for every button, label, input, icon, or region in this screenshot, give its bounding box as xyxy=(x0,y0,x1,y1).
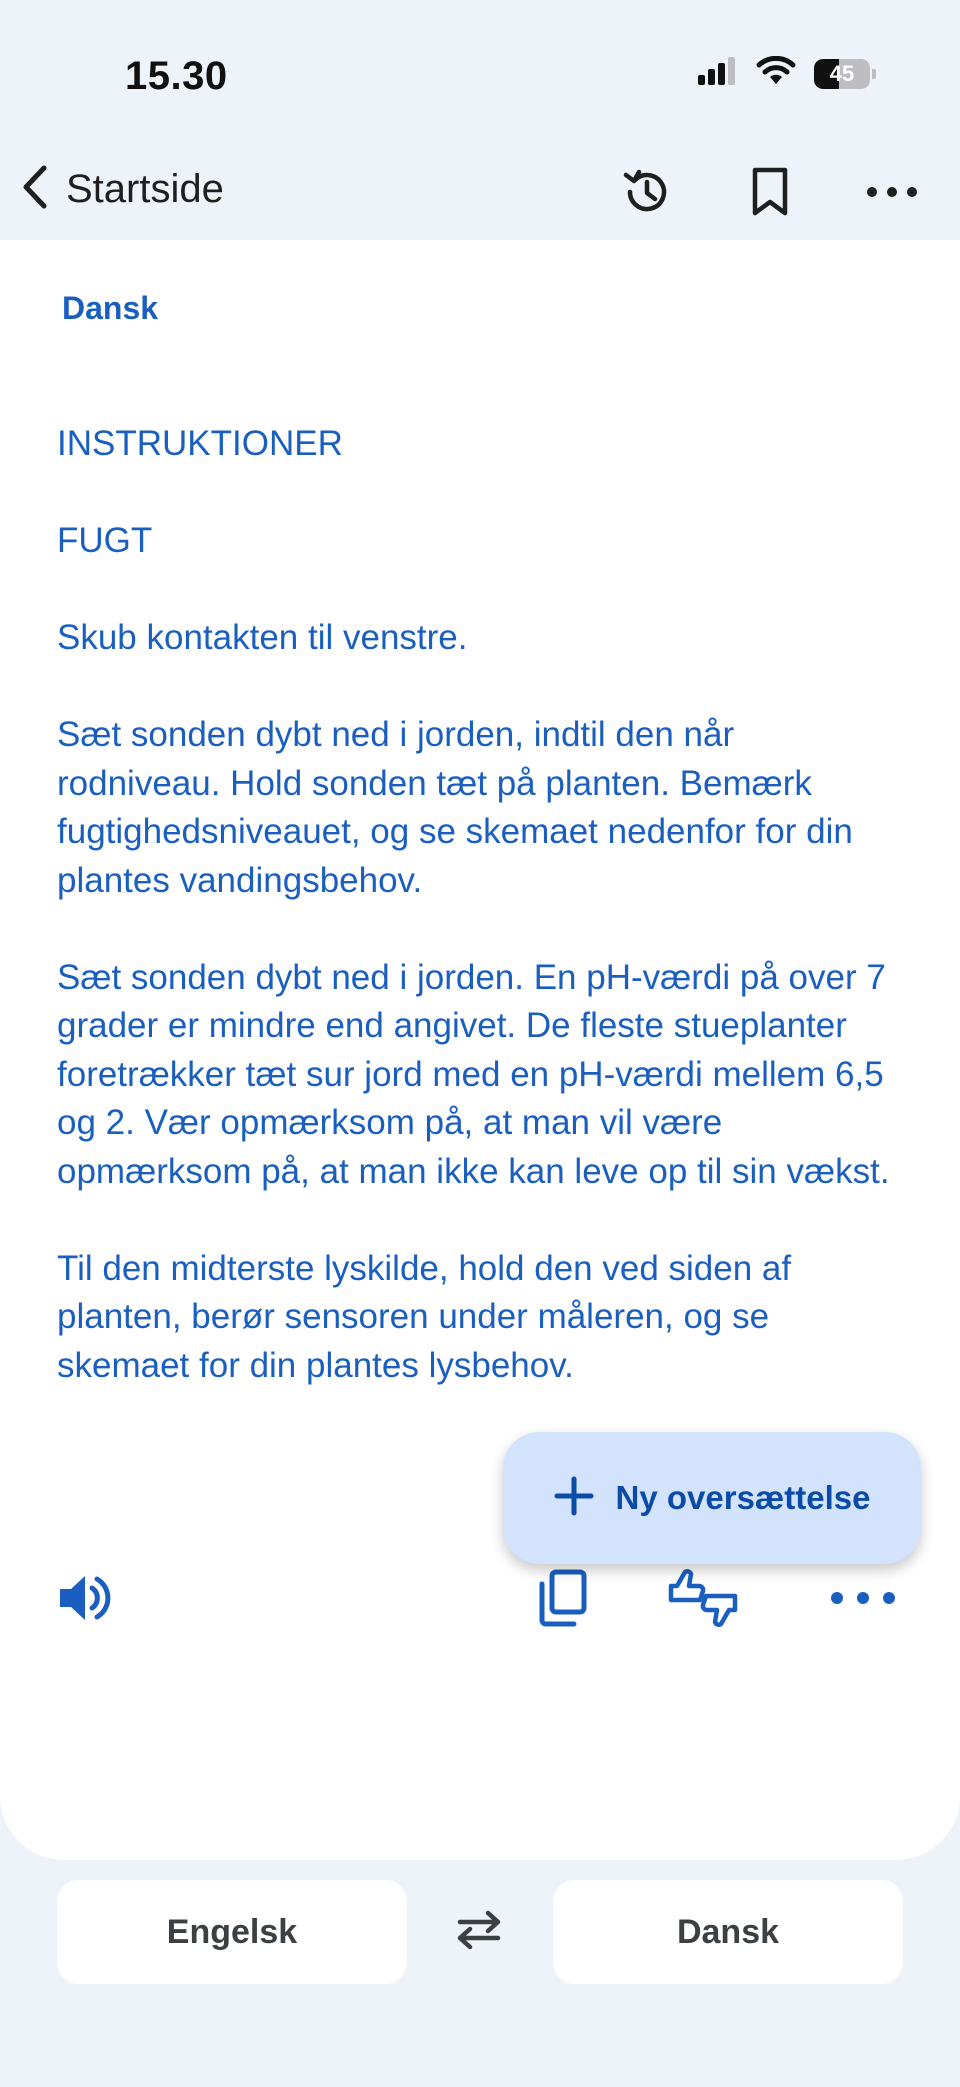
new-translation-label: Ny oversættelse xyxy=(615,1479,871,1516)
target-language-button[interactable] xyxy=(553,1880,903,1984)
translation-paragraph: FUGT xyxy=(57,521,153,560)
copy-icon xyxy=(536,1568,588,1633)
target-language-label: Dansk xyxy=(676,1912,780,1951)
new-translation-button[interactable] xyxy=(503,1432,921,1564)
translation-card xyxy=(0,240,960,1860)
plus-icon xyxy=(554,1476,594,1521)
translation-paragraph: Sæt sonden dybt ned i jorden, indtil den når rodniveau. Hold sonden tæt på planten. Bemærk fugtighedsniveauet, og se skemaet nedenfor for din plantes vandingsbehov. xyxy=(57,715,853,900)
back-button[interactable] xyxy=(18,162,224,217)
more-button[interactable] xyxy=(862,164,922,224)
source-language-button[interactable] xyxy=(57,1880,407,1984)
back-label: Startside xyxy=(66,167,224,211)
history-icon xyxy=(620,166,672,223)
more-icon xyxy=(866,185,918,203)
battery-level: 45 xyxy=(829,60,855,86)
source-language-label: Engelsk xyxy=(166,1912,298,1951)
translation-paragraph: INSTRUKTIONER xyxy=(57,424,343,463)
more-options-button[interactable] xyxy=(823,1560,903,1640)
swap-languages-button[interactable] xyxy=(446,1902,512,1962)
copy-button[interactable] xyxy=(522,1560,602,1640)
more-icon xyxy=(830,1591,896,1610)
language-selector xyxy=(0,1880,960,1990)
wifi-icon xyxy=(756,56,796,91)
status-icons xyxy=(698,56,876,91)
battery-icon xyxy=(814,59,876,89)
translation-paragraph: Skub kontakten til venstre. xyxy=(57,618,468,657)
speaker-icon xyxy=(54,1570,114,1631)
translation-text xyxy=(57,420,907,1439)
status-bar xyxy=(0,0,960,150)
signal-icon xyxy=(698,57,738,90)
top-nav xyxy=(0,150,960,240)
output-language-label: Dansk xyxy=(62,290,159,326)
feedback-icon xyxy=(667,1566,739,1635)
swap-icon xyxy=(454,1909,504,1956)
status-time: 15.30 xyxy=(125,54,228,98)
translation-actions xyxy=(0,1560,960,1640)
bookmark-button[interactable] xyxy=(740,164,800,224)
listen-button[interactable] xyxy=(44,1560,124,1640)
chevron-left-icon xyxy=(18,162,52,217)
translation-paragraph: Sæt sonden dybt ned i jorden. En pH-værdi på over 7 grader er mindre end angivet. De fleste stueplanter foretrækker tæt sur jord med en pH-værdi mellem 6,5 og 2. Vær opmærksom på, at man vil være opmærksom på, at man ikke kan leve op til sin vækst. xyxy=(57,957,890,1191)
feedback-button[interactable] xyxy=(663,1560,743,1640)
bookmark-icon xyxy=(748,166,792,223)
history-button[interactable] xyxy=(616,164,676,224)
translation-paragraph: Til den midterste lyskilde, hold den ved siden af planten, berør sensoren under måleren, og se skemaet for din plantes lysbehov. xyxy=(57,1248,792,1385)
